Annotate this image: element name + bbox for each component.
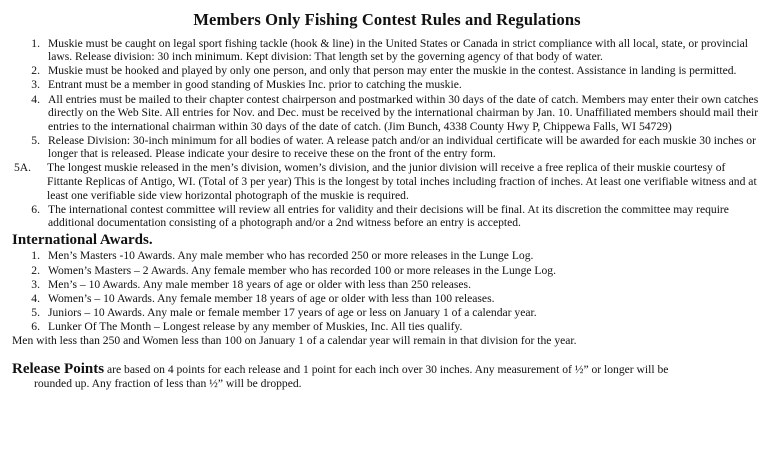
award-item	[12, 320, 762, 334]
award-number: 2.	[31, 263, 40, 277]
rule-text: Release Division: 30-inch minimum for all bodies of water. A release patch and/or an individual certificate will be awarded for each muskie 30 inches or longer that is released. Please indicate your desire to receive these on the front of the entry form.	[48, 133, 756, 161]
award-number: 4.	[31, 291, 40, 305]
rules-list	[12, 37, 762, 230]
rule-text: The longest muskie released in the men’s division, women’s division, and the junior division will receive a free replica of their muskie courtesy of Fittante Replicas of Antigo, WI. (Total of 3 per year) This is the longest by total inches including fraction of inches. At least one verifiable witness and at least one verifiable side view horizontal photograph of the muskie is required.	[47, 161, 757, 202]
rule-text: Muskie must be hooked and played by only one person, and only that person may enter the muskie in the contest. Assistance in landing is permitted.	[48, 64, 737, 78]
rule-text: Entrant must be a member in good standing of Muskies Inc. prior to catching the muskie.	[48, 78, 462, 92]
release-points-line2: rounded up. Any fraction of less than ½” will be dropped.	[34, 377, 302, 391]
rule-number: 2.	[31, 64, 40, 78]
release-points-line1: are based on 4 points for each release and 1 point for each inch over 30 inches. Any measurement of ½” or longer will be	[104, 362, 669, 376]
award-text: Women’s – 10 Awards. Any female member 18 years of age or older with less than 100 releases.	[48, 291, 495, 305]
award-text: Juniors – 10 Awards. Any male or female member 17 years of age or less on January 1 of a calendar year.	[48, 305, 537, 319]
rule-text: All entries must be mailed to their chapter contest chairperson and postmarked within 30 days of the date of catch. Members may enter their own catches directly on the Web Site. All entries for Nov. and Dec. must be received by the international chairman by Jan. 10. Unaffiliated members should mail their entries to the international chairman within 30 days of the date of catch. (Jim Bunch, 4338 County Hwy P, Chippewa Falls, WI 54729)	[48, 92, 759, 133]
page-title: Members Only Fishing Contest Rules and Regulations	[193, 10, 581, 29]
rule-number: 5A.	[14, 161, 32, 175]
award-item	[12, 306, 762, 320]
rule-item-5a	[12, 161, 762, 202]
rule-item	[12, 134, 762, 161]
release-points-paragraph	[12, 362, 762, 392]
award-item	[12, 292, 762, 306]
rule-number: 1.	[31, 36, 40, 50]
rule-item	[12, 203, 762, 230]
rule-text: Muskie must be caught on legal sport fishing tackle (hook & line) in the United States or Canada in strict compliance with all local, state, or provincial laws. Release division: 30 inch minimum. Kept division: That length set by the governing agency of that body of water.	[48, 36, 748, 64]
rule-text: The international contest committee will review all entries for validity and their decisions will be final. At its discretion the committee may require additional documentation consisting of a photograph and/or a 2nd witness before an entry is accepted.	[48, 202, 729, 230]
award-text: Women’s Masters – 2 Awards. Any female member who has recorded 100 or more releases in the Lunge Log.	[48, 263, 556, 277]
release-points-label: Release Points	[12, 360, 105, 377]
rule-number: 6.	[31, 202, 40, 216]
award-number: 3.	[31, 277, 40, 291]
award-number: 1.	[31, 249, 40, 263]
rule-item	[12, 93, 762, 134]
awards-list	[12, 249, 762, 333]
rule-item	[12, 64, 762, 78]
rule-number: 3.	[31, 78, 40, 92]
awards-footnote: Men with less than 250 and Women less than 100 on January 1 of a calendar year will remain in that division for the year.	[12, 334, 577, 347]
award-number: 6.	[31, 319, 40, 333]
rule-item	[12, 37, 762, 64]
rule-number: 4.	[31, 92, 40, 106]
rule-number: 5.	[31, 133, 40, 147]
award-item	[12, 249, 762, 263]
rule-item	[12, 78, 762, 92]
award-item	[12, 278, 762, 292]
award-text: Lunker Of The Month – Longest release by any member of Muskies, Inc. All ties qualify.	[48, 319, 463, 333]
award-item	[12, 264, 762, 278]
award-number: 5.	[31, 305, 40, 319]
section-heading-international-awards: International Awards.	[12, 231, 153, 248]
award-text: Men’s Masters -10 Awards. Any male member who has recorded 250 or more releases in the Lunge Log.	[48, 249, 534, 263]
award-text: Men’s – 10 Awards. Any male member 18 years of age or older with less than 250 releases.	[48, 277, 471, 291]
